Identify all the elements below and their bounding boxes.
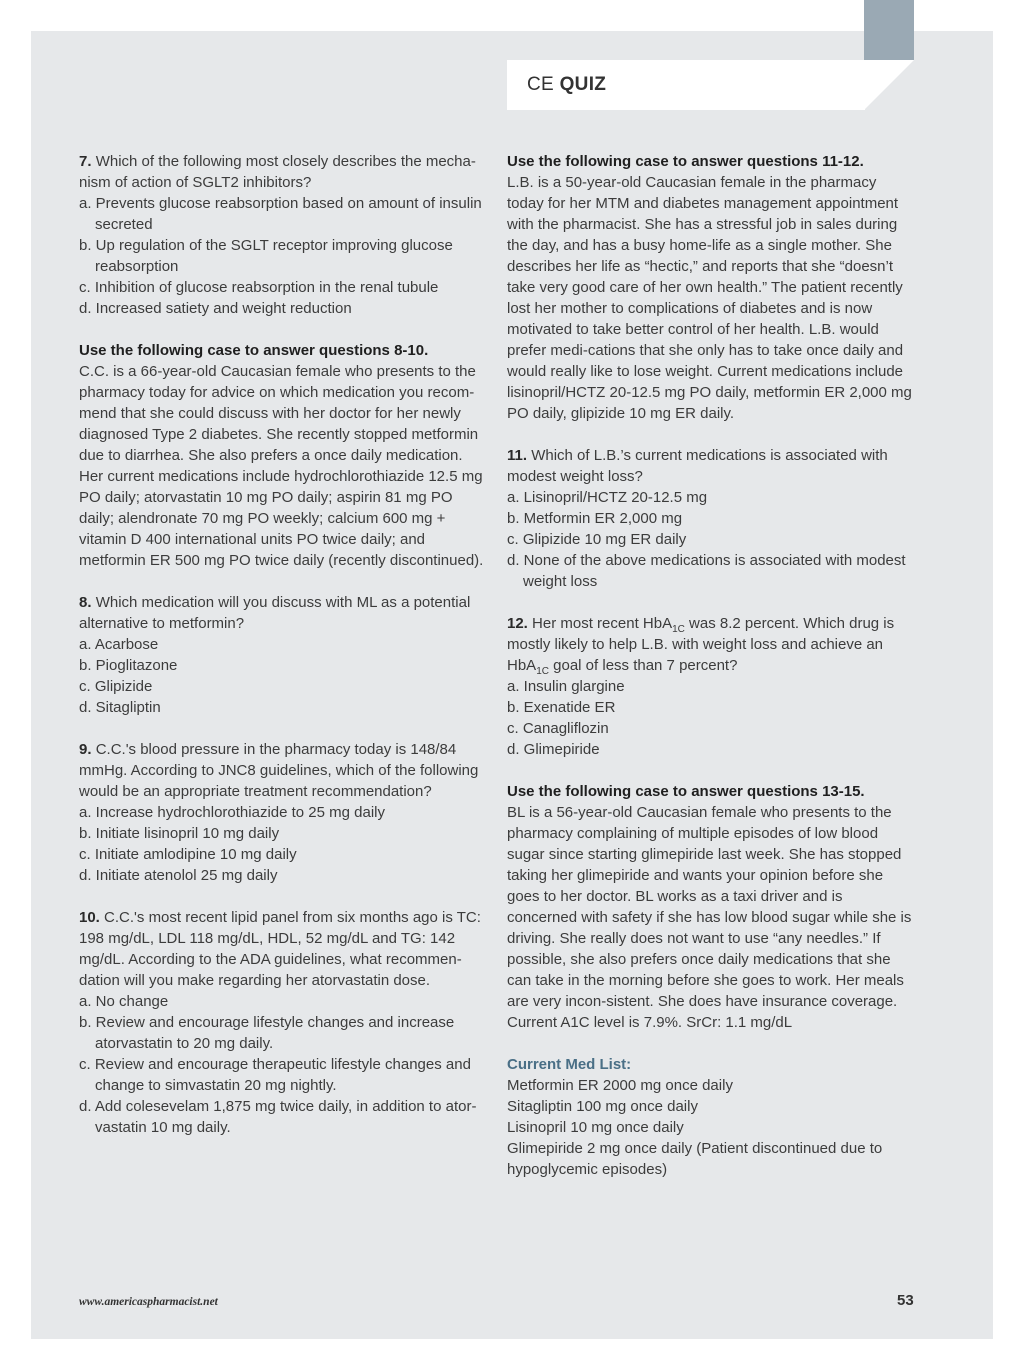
answer-option: c. Inhibition of glucose reabsorption in the renal tubule (79, 279, 439, 296)
case-heading: Use the following case to answer questions 11-12. (507, 153, 864, 170)
answer-option: d. None of the above medications is associated with modest weight loss (507, 552, 906, 590)
footer-website-url: www.americaspharmacist.net (79, 1296, 218, 1308)
case-8-10 (79, 340, 484, 571)
answer-option: a. Lisinopril/HCTZ 20-12.5 mg (507, 489, 708, 506)
answer-option: d. Add colesevelam 1,875 mg twice daily, in addition to ator-vastatin 10 mg daily. (79, 1098, 477, 1136)
question-stem (507, 445, 914, 487)
section-title-prefix: CE (527, 74, 554, 95)
question-11 (507, 445, 914, 592)
answer-option: a. Insulin glargine (507, 678, 625, 695)
question-stem (79, 907, 484, 991)
answer-option: c. Canagliflozin (507, 720, 609, 737)
answer-option: c. Glipizide (79, 678, 153, 695)
left-column (79, 151, 484, 1159)
question-stem (79, 592, 484, 634)
med-list-item: Sitagliptin 100 mg once daily (507, 1098, 698, 1115)
question-12 (507, 613, 914, 760)
med-list-item: Metformin ER 2000 mg once daily (507, 1077, 733, 1094)
question-number: 12. (507, 615, 528, 632)
answer-option: b. Initiate lisinopril 10 mg daily (79, 825, 280, 842)
case-13-15 (507, 781, 914, 1033)
question-number: 8. (79, 594, 92, 611)
case-text: C.C. is a 66-year-old Caucasian female who presents to the pharmacy today for advice on which medication you recom-mend that she could discuss with her doctor for her newly diagnosed Type 2 diabetes. She recently stopped metformin due to diarrhea. She also prefers a once daily medication. Her current medications include hydrochlorothiazide 12.5 mg PO daily; atorvastatin 10 mg PO daily; aspirin 81 mg PO daily; alendronate 70 mg PO weekly; calcium 600 mg + vitamin D 400 international units PO twice daily; and metformin ER 500 mg PO twice daily (recently discontinued). (79, 363, 484, 569)
case-heading: Use the following case to answer questions 13-15. (507, 783, 865, 800)
question-text: Which of L.B.’s current medications is associated with modest weight loss? (507, 447, 888, 485)
med-list-heading: Current Med List: (507, 1056, 632, 1073)
right-column (507, 151, 914, 1201)
answer-option: a. Increase hydrochlorothiazide to 25 mg daily (79, 804, 386, 821)
case-11-12 (507, 151, 914, 424)
case-text: L.B. is a 50-year-old Caucasian female in the pharmacy today for her MTM and diabetes management appointment with the pharmacist. She has a stressful job in sales during the day, and has a busy home-life as a single mother. She describes her life as “hectic,” and reports that she “doesn’t take very good care of her own health.” The patient recently lost her mother to complications of diabetes and is now motivated to take better control of her health. L.B. would prefer medi-cations that she only has to take once daily and would really like to lose weight. Current medications include lisinopril/HCTZ 20-12.5 mg PO daily, metformin ER 2,000 mg PO daily, glipizide 10 mg ER daily. (507, 174, 912, 422)
question-number: 9. (79, 741, 92, 758)
question-10 (79, 907, 484, 1138)
answer-option: d. Increased satiety and weight reduction (79, 300, 352, 317)
section-tab-marker (864, 0, 914, 60)
question-stem (507, 613, 914, 676)
question-number: 11. (507, 447, 528, 464)
answer-option: b. Review and encourage lifestyle changes and increase atorvastatin to 20 mg daily. (79, 1014, 455, 1052)
med-list-item: Glimepiride 2 mg once daily (Patient discontinued due to hypoglycemic episodes) (507, 1140, 883, 1178)
case-text: BL is a 56-year-old Caucasian female who presents to the pharmacy complaining of multiple episodes of low blood sugar since starting glimepiride last week. She has stopped taking her glimepiride and wants your opinion before she goes to her doctor. BL works as a taxi driver and is concerned with safety if she has low blood sugar while she is driving. She really does not want to use “any needles.” If possible, she also prefers once daily medications that she can take in the morning before she goes to work. Her meals are very incon-sistent. She does have insurance coverage. Current A1C level is 7.9%. SrCr: 1.1 mg/dL (507, 804, 912, 1031)
header-banner-edge (864, 60, 914, 110)
section-title-main: QUIZ (559, 74, 607, 95)
med-list-item: Lisinopril 10 mg once daily (507, 1119, 684, 1136)
subscript: 1C (536, 666, 549, 677)
question-stem (79, 739, 484, 802)
answer-option: b. Metformin ER 2,000 mg (507, 510, 683, 527)
answer-option: c. Glipizide 10 mg ER daily (507, 531, 687, 548)
question-stem (79, 151, 484, 193)
answer-option: d. Glimepiride (507, 741, 600, 758)
page-number: 53 (897, 1292, 914, 1309)
question-text-part: Her most recent HbA (532, 615, 673, 632)
case-heading: Use the following case to answer questions 8-10. (79, 342, 429, 359)
answer-option: a. No change (79, 993, 169, 1010)
answer-option: c. Review and encourage therapeutic lifestyle changes and change to simvastatin 20 mg nightly. (79, 1056, 471, 1094)
answer-option: d. Sitagliptin (79, 699, 161, 716)
answer-option: b. Pioglitazone (79, 657, 178, 674)
answer-option: b. Up regulation of the SGLT receptor improving glucose reabsorption (79, 237, 453, 275)
subscript: 1C (672, 624, 685, 635)
question-number: 10. (79, 909, 100, 926)
question-number: 7. (79, 153, 92, 170)
answer-option: a. Prevents glucose reabsorption based on amount of insulin secreted (79, 195, 482, 233)
question-8 (79, 592, 484, 718)
question-7 (79, 151, 484, 319)
current-med-list (507, 1054, 914, 1180)
answer-option: d. Initiate atenolol 25 mg daily (79, 867, 278, 884)
question-text-part: was 8.2 percent. Which drug is mostly likely to help L.B. with weight loss and achieve an HbA (507, 615, 895, 674)
section-title (527, 74, 606, 96)
question-text: Which of the following most closely describes the mecha-nism of action of SGLT2 inhibitors? (79, 153, 476, 191)
question-text: Which medication will you discuss with ML as a potential alternative to metformin? (79, 594, 471, 632)
answer-option: a. Acarbose (79, 636, 159, 653)
question-text: C.C.'s most recent lipid panel from six months ago is TC: 198 mg/dL, LDL 118 mg/dL, HDL, 52 mg/dL and TG: 142 mg/dL. According to the ADA guidelines, what recommen-dation will you make regarding her atorvastatin dose. (79, 909, 481, 989)
question-text-part: goal of less than 7 percent? (548, 657, 738, 674)
question-text: C.C.'s blood pressure in the pharmacy today is 148/84 mmHg. According to JNC8 guidelines, which of the following would be an appropriate treatment recommendation? (79, 741, 479, 800)
answer-option: b. Exenatide ER (507, 699, 616, 716)
answer-option: c. Initiate amlodipine 10 mg daily (79, 846, 297, 863)
question-9 (79, 739, 484, 886)
